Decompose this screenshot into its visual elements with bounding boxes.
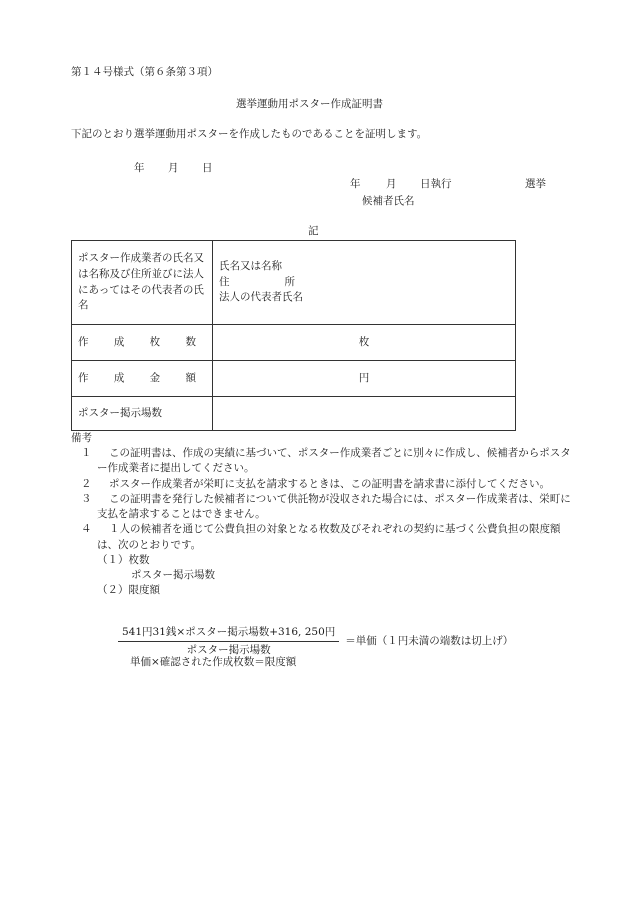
formula-limit: 単価×確認された作成枚数＝限度額 [130,656,297,668]
amount-value: 円 [213,361,516,397]
contractor-label: ポスター作成業者の氏名又は名称及び住所並びに法人にあってはその代表者の氏名 [72,241,213,325]
amount-label: 作 成 金 額 [72,361,213,397]
note-item: ２ ポスター作成業者が栄町に支払を請求するときは、この証明書を請求書に添付してください。 [81,477,550,490]
table-row [72,397,516,431]
ki-heading: 記 [308,225,319,237]
election-year: 年 [350,178,361,190]
document-title: 選挙運動用ポスター作成証明書 [236,98,383,110]
formula-result: ＝単価（１円未満の端数は切上げ） [345,635,514,648]
sub1-value: ポスター掲示場数 [131,568,215,581]
contractor-fields [213,241,516,325]
table-row [72,241,516,325]
table-row [72,325,516,361]
address-field-label: 住 所 [219,275,295,288]
election-day-exec: 日執行 [420,178,452,190]
election-label: 選挙 [525,178,546,190]
form-number: 第１４号様式（第６条第３項） [71,66,218,78]
notes-heading: 備考 [71,432,92,444]
sheet-count-label: 作 成 枚 数 [72,325,213,361]
formula-denominator: ポスター掲示場数 [186,644,271,657]
date-day: 日 [202,162,213,174]
note-item: ４ １人の候補者を通じて公費負担の対象となる枚数及びそれぞれの契約に基づく公費負担の限度額は、次のとおりです。 [81,523,561,551]
date-year: 年 [134,162,145,174]
sheet-count-value: 枚 [213,325,516,361]
sub1-label: （１）枚数 [97,553,150,566]
poster-sites-label: ポスター掲示場数 [72,397,213,431]
notes-section [71,431,581,598]
representative-field-label: 法人の代表者氏名 [219,291,303,304]
sub2-label: （２）限度額 [97,584,160,597]
candidate-name-label: 候補者氏名 [362,195,415,207]
date-month: 月 [168,162,179,174]
certificate-table [71,240,516,431]
intro-text: 下記のとおり選挙運動用ポスターを作成したものであることを証明します。 [71,128,428,140]
note-item: ３ この証明書を発行した候補者について供託物が没収された場合には、ポスター作成業者は、栄町に支払を請求することはできません。 [81,492,571,521]
poster-sites-value [213,397,516,431]
name-field-label: 氏名又は名称 [219,259,282,272]
election-month: 月 [386,178,397,190]
limit-formula [118,625,513,658]
table-row [72,361,516,397]
formula-numerator: 541円31銭×ポスター掲示場数+316, 250円 [118,625,339,642]
note-item: １ この証明書は、作成の実績に基づいて、ポスター作成業者ごとに別々に作成し、候補者からポスター作成業者に提出してください。 [81,447,571,475]
